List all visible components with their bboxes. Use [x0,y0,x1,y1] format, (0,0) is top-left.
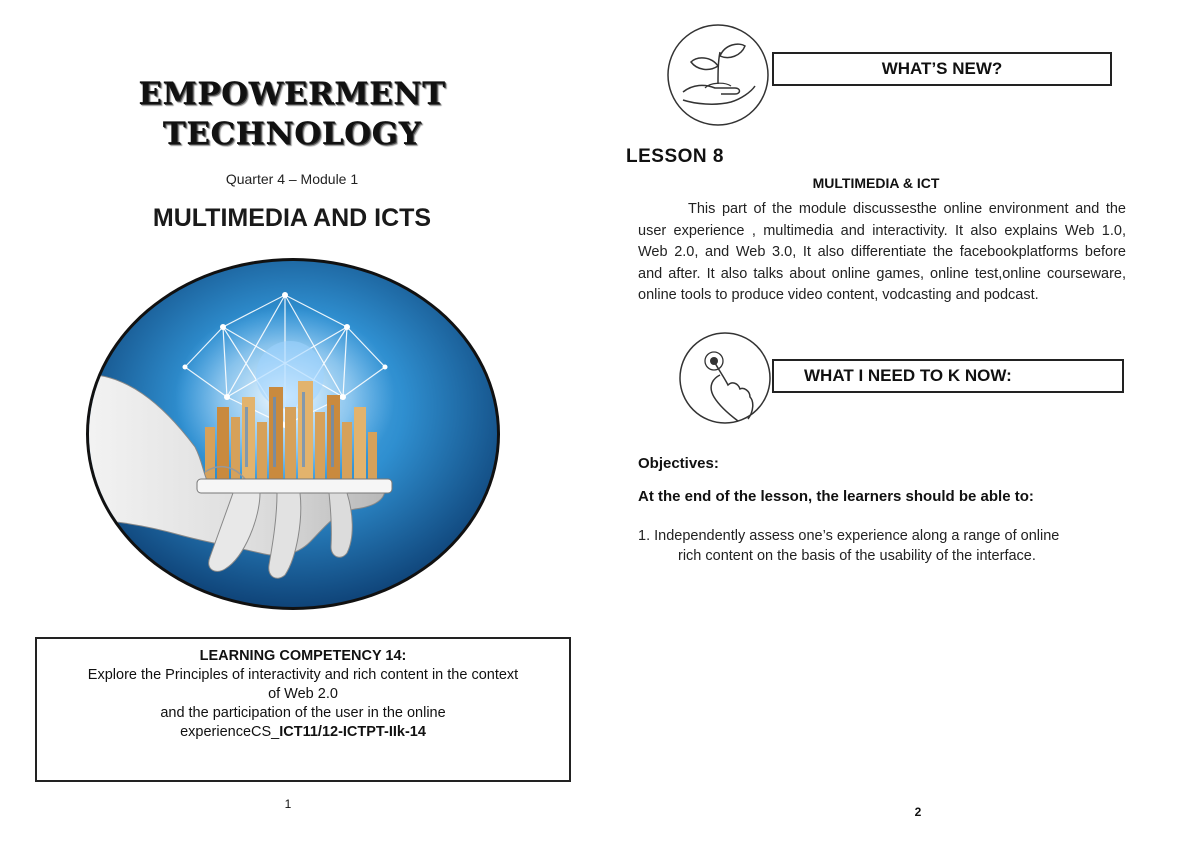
competency-prefix: experienceCS_ [180,724,280,740]
book-title-line1: EMPOWERMENT [138,76,446,112]
objective-number: 1. [638,528,651,544]
touch-hand-icon [678,331,772,425]
lesson-label: LESSON 8 [626,146,724,167]
competency-line4 [37,723,569,742]
competency-line1: Explore the Principles of interactivity and rich content in the context [87,667,519,683]
module-title: MULTIMEDIA AND ICTS [152,204,432,232]
competency-line2: of Web 2.0 [268,686,338,702]
competency-heading: LEARNING COMPETENCY 14: [199,648,407,664]
page-number-right: 2 [914,805,922,819]
need-to-know-box: WHAT I NEED TO K NOW: [772,359,1124,393]
objectives-label: Objectives: [638,455,719,472]
lesson-subtitle: MULTIMEDIA & ICT [812,175,940,191]
book-title [0,74,584,154]
learning-competency-box [35,637,571,782]
book-title-line2: TECHNOLOGY [162,116,422,152]
competency-code: ICT11/12-ICTPT-IIk-14 [279,724,426,740]
lesson-intro-paragraph: This part of the module discussesthe online environment and the user experience , multimedia and interactivity. It also explains Web 1.0, Web 2.0, and Web 3.0, It also differentiate the facebookplatforms before and after. It also talks about online games, online test,online courseware, online tools to produce video content, vodcasting and podcast. [638,201,1126,303]
quarter-module-subtitle: Quarter 4 – Module 1 [225,171,359,187]
objective-text-line2: rich content on the basis of the usability of the interface. [678,548,1036,564]
plant-in-hand-icon [665,22,771,128]
cover-illustration [85,257,501,612]
objective-text-line1: Independently assess one’s experience along a range of online [654,528,1060,544]
page-number-left: 1 [284,797,292,811]
objective-item [638,526,1138,566]
competency-line3: and the participation of the user in the online [160,705,446,721]
objectives-lead: At the end of the lesson, the learners should be able to: [638,488,1034,505]
whats-new-box: WHAT’S NEW? [772,52,1112,86]
objective-first-line [638,526,1138,546]
